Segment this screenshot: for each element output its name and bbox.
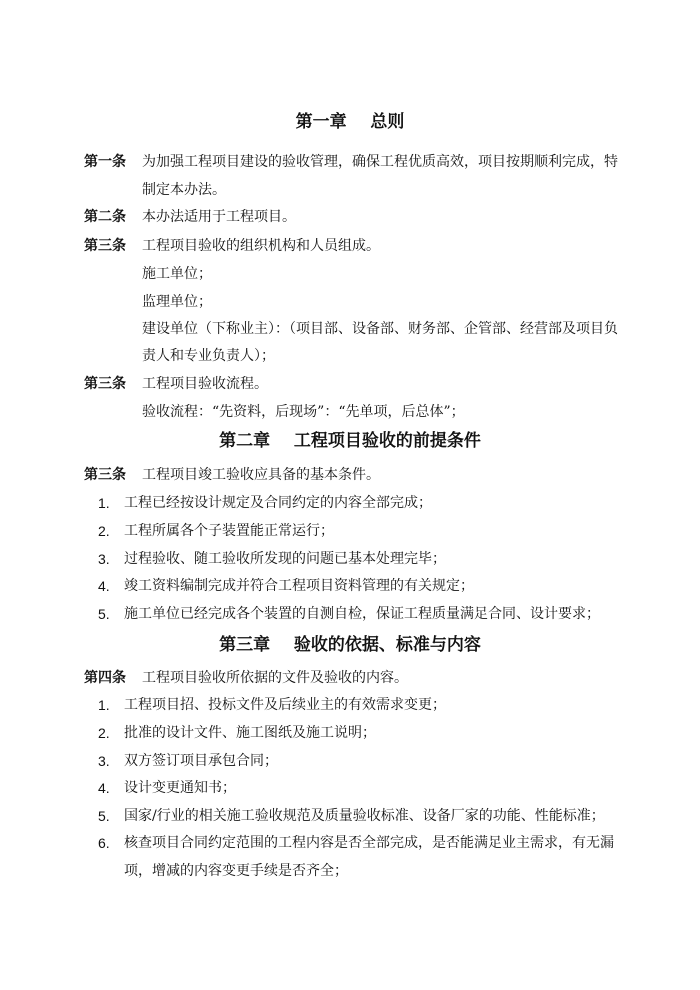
- list-number: 2.: [98, 725, 110, 741]
- list-item: 施工单位已经完成各个装置的自测自检，保证工程质量满足合同、设计要求；: [124, 606, 600, 622]
- article-text: 制定本办法。: [142, 182, 226, 198]
- article-text: 工程项目竣工验收应具备的基本条件。: [142, 467, 380, 483]
- list-item: 双方签订项目承包合同；: [124, 753, 278, 769]
- list-item: 过程验收、随工验收所发现的问题已基本处理完毕；: [124, 551, 446, 567]
- list-item: 核查项目合同约定范围的工程内容是否全部完成，是否能满足业主需求，有无漏: [124, 835, 614, 851]
- list-number: 4.: [98, 578, 110, 594]
- list-item: 工程所属各个子装置能正常运行；: [124, 523, 334, 539]
- article-label: 第一条: [84, 154, 126, 170]
- article-text: 工程项目验收流程。: [142, 376, 268, 392]
- list-number: 1.: [98, 697, 110, 713]
- list-item: 批准的设计文件、施工图纸及施工说明；: [124, 725, 376, 741]
- list-number: 4.: [98, 780, 110, 796]
- article-label: 第三条: [84, 467, 126, 483]
- list-item: 国家/行业的相关施工验收规范及质量验收标准、设备厂家的功能、性能标准；: [124, 808, 605, 824]
- chapter-title: 第三章 验收的依据、标准与内容: [219, 635, 481, 655]
- list-number: 1.: [98, 495, 110, 511]
- list-item: 工程已经按设计规定及合同约定的内容全部完成；: [124, 495, 432, 511]
- article-text: 工程项目验收的组织机构和人员组成。: [142, 238, 380, 254]
- article-label: 第四条: [84, 670, 126, 686]
- list-number: 3.: [98, 753, 110, 769]
- list-item: 建设单位（下称业主）：（项目部、设备部、财务部、企管部、经营部及项目负: [142, 321, 618, 337]
- article-text: 为加强工程项目建设的验收管理，确保工程优质高效，项目按期顺利完成，特: [142, 154, 618, 170]
- article-text: 工程项目验收所依据的文件及验收的内容。: [142, 670, 408, 686]
- list-number: 2.: [98, 523, 110, 539]
- article-label: 第三条: [84, 238, 126, 254]
- list-item: 设计变更通知书；: [124, 780, 236, 796]
- list-number: 5.: [98, 808, 110, 824]
- list-item: 施工单位；: [142, 266, 212, 282]
- list-item: 责人和专业负责人）；: [142, 348, 275, 364]
- list-number: 3.: [98, 551, 110, 567]
- article-label: 第二条: [84, 209, 126, 225]
- chapter-title: 第一章 总则: [295, 112, 405, 132]
- list-item: 工程项目招、投标文件及后续业主的有效需求变更；: [124, 697, 446, 713]
- list-item: 竣工资料编制完成并符合工程项目资料管理的有关规定；: [124, 578, 474, 594]
- article-text: 验收流程：“先资料，后现场”：“先单项，后总体”；: [142, 404, 465, 420]
- list-item-continuation: 项，增减的内容变更手续是否齐全；: [124, 863, 348, 879]
- list-number: 6.: [98, 835, 110, 851]
- article-label: 第三条: [84, 376, 126, 392]
- list-item: 监理单位；: [142, 294, 212, 310]
- chapter-title: 第二章 工程项目验收的前提条件: [219, 431, 481, 451]
- list-number: 5.: [98, 606, 110, 622]
- article-text: 本办法适用于工程项目。: [142, 209, 296, 225]
